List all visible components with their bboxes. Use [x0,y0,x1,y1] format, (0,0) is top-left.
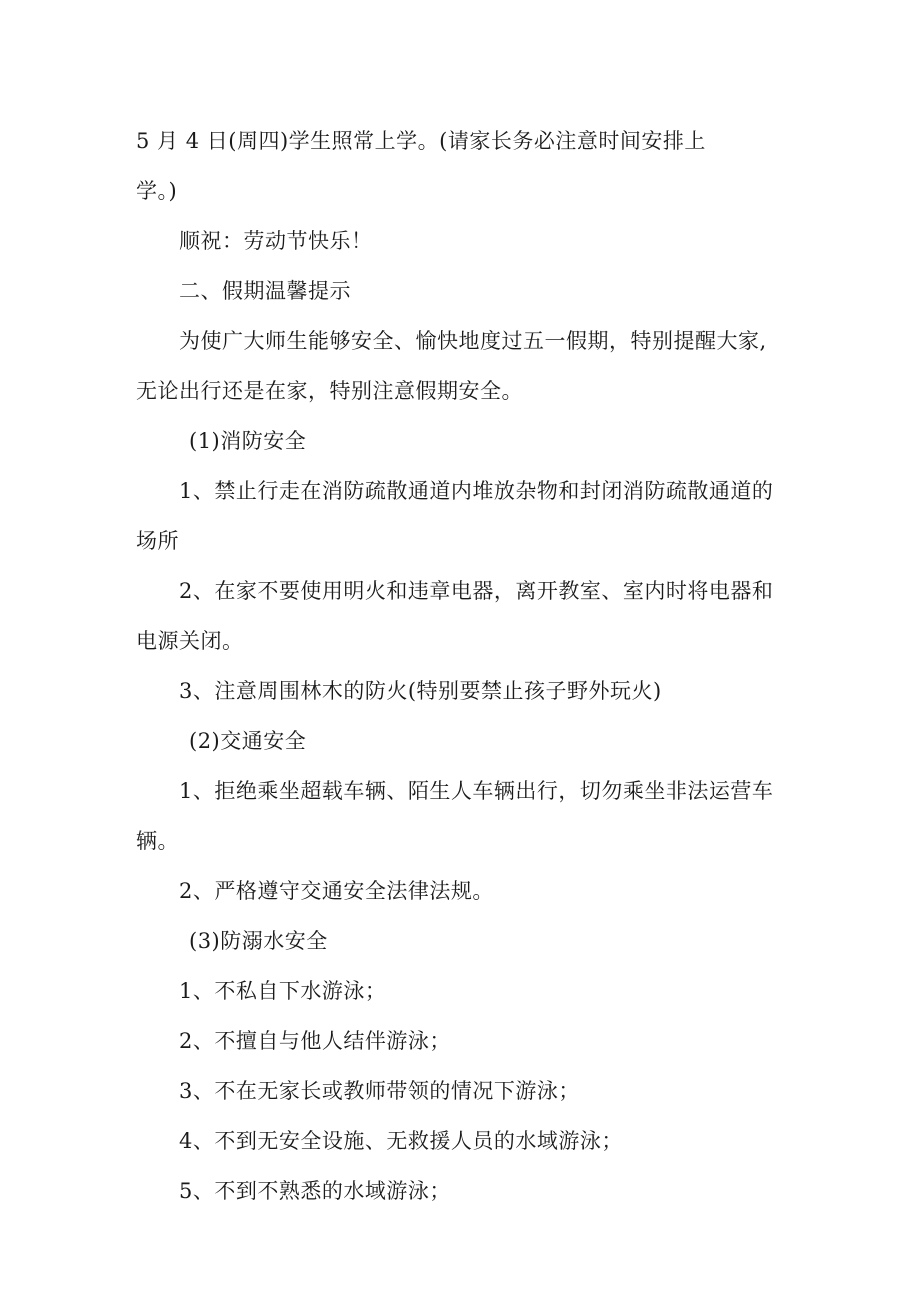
subheading-drowning-safety: (3)防溺水安全 [189,929,328,953]
paragraph-line-return-date: 5 月 4 日(周四)学生照常上学。(请家长务必注意时间安排上 [136,129,706,153]
list-item-fire-1-cont: 场所 [136,529,179,553]
paragraph-line-return-date-cont: 学。) [136,179,178,203]
paragraph-line-intro-cont: 无论出行还是在家，特别注意假期安全。 [136,379,523,403]
greeting-line: 顺祝：劳动节快乐！ [179,229,373,253]
list-item-drowning-1: 1、不私自下水游泳； [179,979,387,1003]
subheading-fire-safety: (1)消防安全 [189,429,307,453]
section-heading-tips: 二、假期温馨提示 [179,279,351,303]
list-item-traffic-1: 1、拒绝乘坐超载车辆、陌生人车辆出行，切勿乘坐非法运营车 [179,779,774,803]
list-item-drowning-5: 5、不到不熟悉的水域游泳； [179,1179,451,1203]
list-item-drowning-2: 2、不擅自与他人结伴游泳； [179,1029,451,1053]
list-item-drowning-3: 3、不在无家长或教师带领的情况下游泳； [179,1079,580,1103]
list-item-drowning-4: 4、不到无安全设施、无救援人员的水域游泳； [179,1129,623,1153]
list-item-fire-3: 3、注意周围林木的防火(特别要禁止孩子野外玩火) [179,679,662,703]
list-item-fire-2-cont: 电源关闭。 [136,629,244,653]
document-body [136,116,786,1216]
list-item-fire-1: 1、禁止行走在消防疏散通道内堆放杂物和封闭消防疏散通道的 [179,479,774,503]
list-item-traffic-2: 2、严格遵守交通安全法律法规。 [179,879,494,903]
paragraph-line-intro: 为使广大师生能够安全、愉快地度过五一假期，特别提醒大家, [179,329,767,353]
list-item-traffic-1-cont: 辆。 [136,829,179,853]
subheading-traffic-safety: (2)交通安全 [189,729,307,753]
list-item-fire-2: 2、在家不要使用明火和违章电器，离开教室、室内时将电器和 [179,579,774,603]
